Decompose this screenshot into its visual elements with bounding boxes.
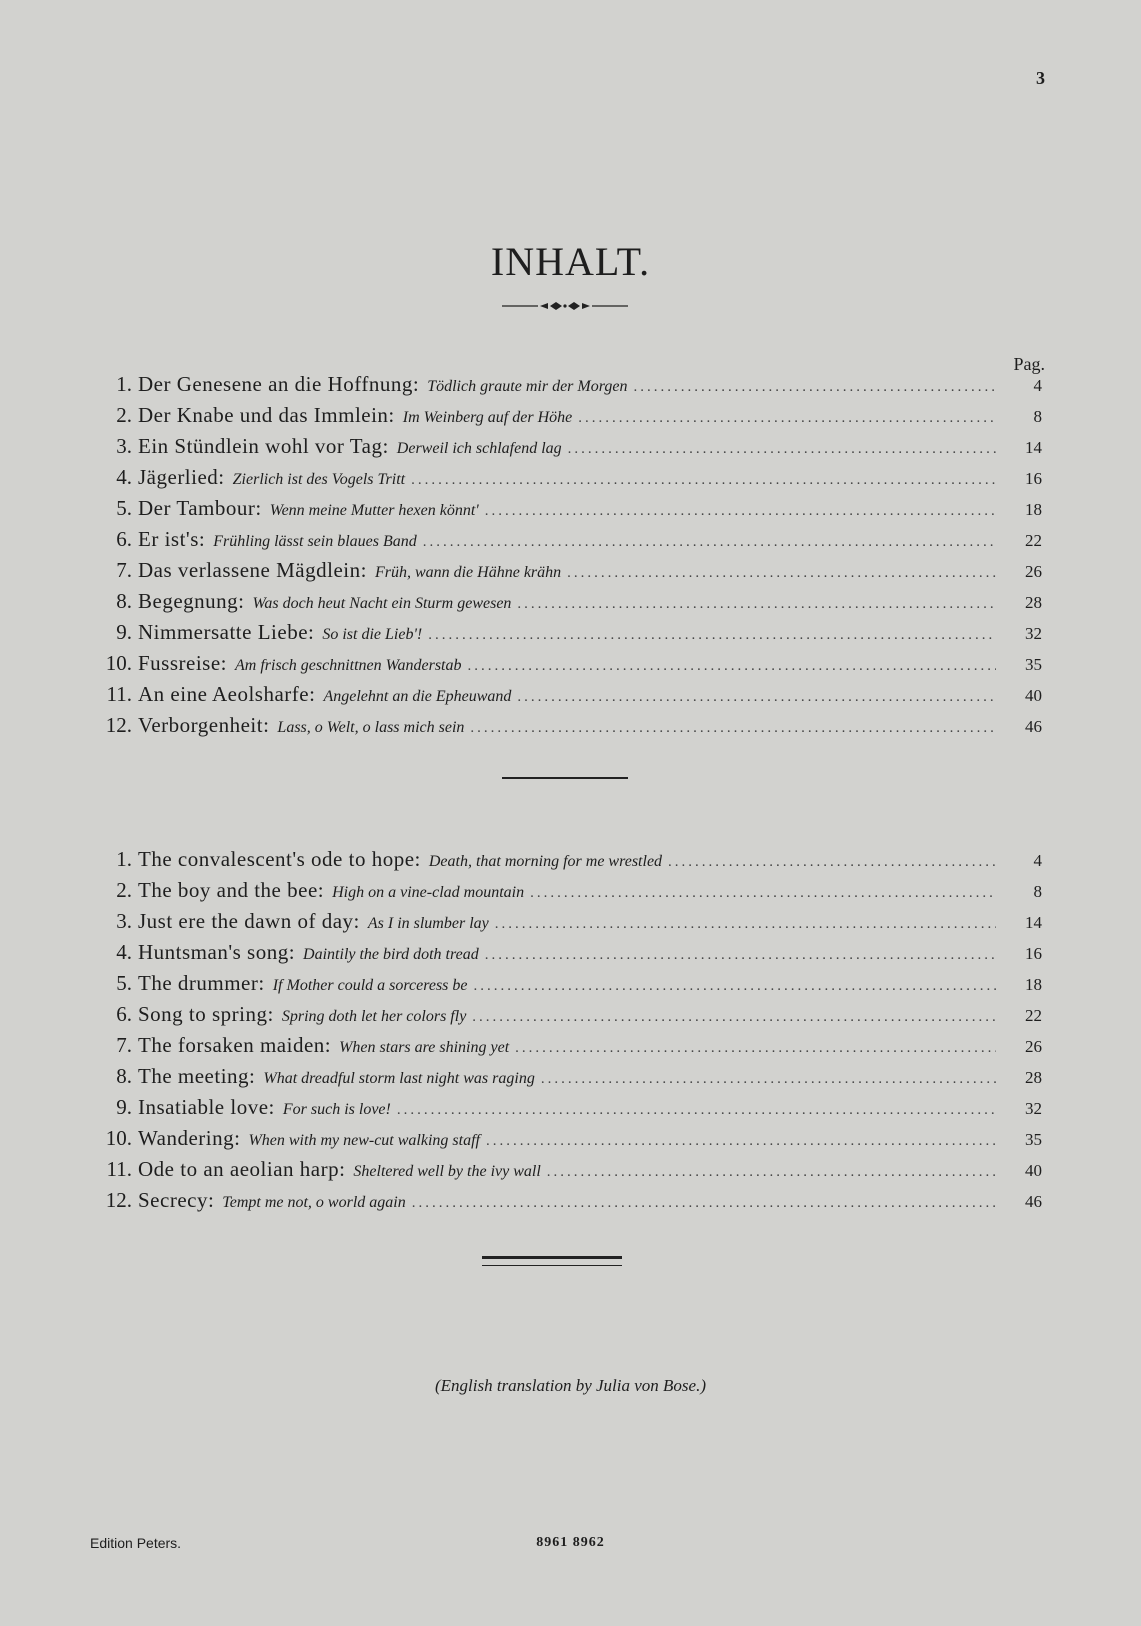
page-reference: 32: [1025, 1099, 1042, 1118]
toc-entry: [100, 682, 1042, 713]
dot-leader: [668, 854, 996, 871]
song-title: The meeting:: [138, 1064, 256, 1088]
entry-number: 4.: [116, 940, 132, 964]
toc-entry: [100, 909, 1042, 940]
song-title: Jägerlied:: [138, 465, 225, 489]
song-title: Ein Stündlein wohl vor Tag:: [138, 434, 389, 458]
page-reference: 28: [1025, 593, 1042, 612]
title-ornament: [502, 300, 628, 312]
entry-number: 5.: [116, 971, 132, 995]
first-line: As I in slumber lay: [367, 915, 489, 932]
toc-entry: [100, 1064, 1042, 1095]
entry-number: 8.: [116, 1064, 132, 1088]
entry-number: 12.: [105, 1188, 132, 1212]
entry-number: 1.: [116, 847, 132, 871]
dot-leader: [423, 534, 996, 551]
toc-entry: [100, 847, 1042, 878]
song-title: Verborgenheit:: [138, 713, 270, 737]
toc-entry: [100, 878, 1042, 909]
song-title: Der Genesene an die Hoffnung:: [138, 372, 420, 396]
entry-number: 4.: [116, 465, 132, 489]
first-line: Derweil ich schlafend lag: [396, 440, 562, 457]
entry-number: 10.: [105, 1126, 132, 1150]
entry-number: 10.: [105, 651, 132, 675]
entry-number: 6.: [116, 1002, 132, 1026]
first-line: Am frisch geschnittnen Wanderstab: [235, 657, 462, 674]
song-title: Er ist's:: [138, 527, 206, 551]
first-line: Lass, o Welt, o lass mich sein: [277, 719, 465, 736]
toc-entry: [100, 403, 1042, 434]
song-title: Insatiable love:: [138, 1095, 275, 1119]
entry-number: 11.: [106, 682, 132, 706]
dot-leader: [578, 410, 996, 427]
page-reference: 14: [1025, 913, 1042, 932]
toc-entry: [100, 496, 1042, 527]
toc-entry: [100, 527, 1042, 558]
publisher-name: Edition Peters.: [90, 1535, 182, 1551]
toc-entry: [100, 651, 1042, 682]
page-reference: 14: [1025, 438, 1042, 457]
entry-number: 8.: [116, 589, 132, 613]
entry-number: 11.: [106, 1157, 132, 1181]
english-contents-list: [100, 847, 1042, 1219]
first-line: Frühling lässt sein blaues Band: [213, 533, 417, 550]
translation-credit: (English translation by Julia von Bose.): [434, 1376, 707, 1395]
dot-leader: [633, 379, 996, 396]
page-reference: 16: [1025, 944, 1042, 963]
first-line: Sheltered well by the ivy wall: [353, 1163, 541, 1180]
first-line: Früh, wann die Hähne krähn: [374, 564, 562, 581]
song-title: The forsaken maiden:: [138, 1033, 332, 1057]
song-title: Just ere the dawn of day:: [138, 909, 360, 933]
first-line: If Mother could a sorceress be: [272, 977, 468, 994]
section-divider: [502, 777, 628, 779]
song-title: Secrecy:: [138, 1188, 215, 1212]
dot-leader: [474, 978, 997, 995]
song-title: Begegnung:: [138, 589, 245, 613]
page-reference: 26: [1025, 1037, 1042, 1056]
first-line: Tödlich graute mir der Morgen: [427, 378, 628, 395]
first-line: When with my new-cut walking staff: [248, 1132, 480, 1149]
first-line: So ist die Lieb'!: [322, 626, 423, 643]
plate-numbers: 8961 8962: [536, 1535, 605, 1550]
dot-leader: [411, 472, 996, 489]
first-line: Zierlich ist des Vogels Tritt: [232, 471, 406, 488]
song-title: Huntsman's song:: [138, 940, 296, 964]
dot-leader: [517, 596, 996, 613]
first-line: When stars are shining yet: [339, 1039, 510, 1056]
page-reference: 4: [1033, 376, 1042, 395]
first-line: Death, that morning for me wrestled: [428, 853, 663, 870]
toc-entry: [100, 372, 1042, 403]
song-title: Wandering:: [138, 1126, 241, 1150]
first-line: For such is love!: [282, 1101, 391, 1118]
dot-leader: [530, 885, 996, 902]
entry-number: 3.: [116, 909, 132, 933]
entry-number: 5.: [116, 496, 132, 520]
entry-number: 2.: [116, 403, 132, 427]
toc-entry: [100, 434, 1042, 465]
dot-leader: [515, 1040, 996, 1057]
first-line: Spring doth let her colors fly: [281, 1008, 467, 1025]
toc-entry: [100, 465, 1042, 496]
first-line: Im Weinberg auf der Höhe: [402, 409, 573, 426]
entry-number: 3.: [116, 434, 132, 458]
page-column-label: Pag.: [1013, 354, 1045, 374]
entry-number: 12.: [105, 713, 132, 737]
song-title: Der Tambour:: [138, 496, 262, 520]
dot-leader: [468, 658, 997, 675]
page-reference: 8: [1033, 407, 1042, 426]
toc-entry: [100, 1157, 1042, 1188]
page-title: INHALT.: [490, 239, 651, 284]
page-reference: 26: [1025, 562, 1042, 581]
german-contents-list: [100, 372, 1042, 744]
first-line: What dreadful storm last night was raging: [263, 1070, 535, 1087]
dot-leader: [470, 720, 996, 737]
page-reference: 35: [1025, 1130, 1042, 1149]
song-title: Fussreise:: [138, 651, 227, 675]
dot-leader: [541, 1071, 996, 1088]
toc-entry: [100, 558, 1042, 589]
page-reference: 35: [1025, 655, 1042, 674]
dot-leader: [412, 1195, 996, 1212]
song-title: Nimmersatte Liebe:: [138, 620, 315, 644]
toc-entry: [100, 1126, 1042, 1157]
page-reference: 40: [1025, 686, 1042, 705]
song-title: Der Knabe und das Immlein:: [138, 403, 395, 427]
dot-leader: [486, 1133, 996, 1150]
song-title: Ode to an aeolian harp:: [138, 1157, 346, 1181]
song-title: The boy and the bee:: [138, 878, 325, 902]
entry-number: 7.: [116, 558, 132, 582]
toc-entry: [100, 620, 1042, 651]
dot-leader: [517, 689, 996, 706]
toc-entry: [100, 1188, 1042, 1219]
song-title: The convalescent's ode to hope:: [138, 847, 421, 871]
page-number: 3: [1036, 68, 1045, 88]
entry-number: 1.: [116, 372, 132, 396]
end-rule: [482, 1256, 622, 1266]
page-reference: 32: [1025, 624, 1042, 643]
page-reference: 22: [1025, 1006, 1042, 1025]
dot-leader: [472, 1009, 996, 1026]
entry-number: 7.: [116, 1033, 132, 1057]
page-reference: 18: [1025, 975, 1042, 994]
toc-entry: [100, 1033, 1042, 1064]
dot-leader: [495, 916, 996, 933]
page-reference: 22: [1025, 531, 1042, 550]
first-line: Wenn meine Mutter hexen könnt': [269, 502, 479, 519]
page-reference: 28: [1025, 1068, 1042, 1087]
dot-leader: [567, 565, 996, 582]
first-line: Daintily the bird doth tread: [303, 946, 479, 963]
toc-entry: [100, 589, 1042, 620]
page-reference: 18: [1025, 500, 1042, 519]
song-title: An eine Aeolsharfe:: [138, 682, 316, 706]
page-reference: 46: [1025, 717, 1042, 736]
toc-entry: [100, 1002, 1042, 1033]
dot-leader: [485, 947, 996, 964]
entry-number: 9.: [116, 620, 132, 644]
first-line: Tempt me not, o world again: [222, 1194, 406, 1211]
first-line: Angelehnt an die Epheuwand: [323, 688, 512, 705]
dot-leader: [485, 503, 996, 520]
song-title: Das verlassene Mägdlein:: [138, 558, 367, 582]
dot-leader: [568, 441, 996, 458]
toc-entry: [100, 1095, 1042, 1126]
page-reference: 8: [1033, 882, 1042, 901]
first-line: Was doch heut Nacht ein Sturm gewesen: [252, 595, 512, 612]
toc-entry: [100, 713, 1042, 744]
dot-leader: [428, 627, 996, 644]
entry-number: 9.: [116, 1095, 132, 1119]
song-title: Song to spring:: [138, 1002, 274, 1026]
page-reference: 4: [1033, 851, 1042, 870]
dot-leader: [397, 1102, 996, 1119]
page-reference: 16: [1025, 469, 1042, 488]
page-reference: 46: [1025, 1192, 1042, 1211]
dot-leader: [547, 1164, 996, 1181]
entry-number: 2.: [116, 878, 132, 902]
page-reference: 40: [1025, 1161, 1042, 1180]
toc-entry: [100, 940, 1042, 971]
song-title: The drummer:: [138, 971, 265, 995]
toc-entry: [100, 971, 1042, 1002]
first-line: High on a vine-clad mountain: [332, 884, 525, 901]
entry-number: 6.: [116, 527, 132, 551]
